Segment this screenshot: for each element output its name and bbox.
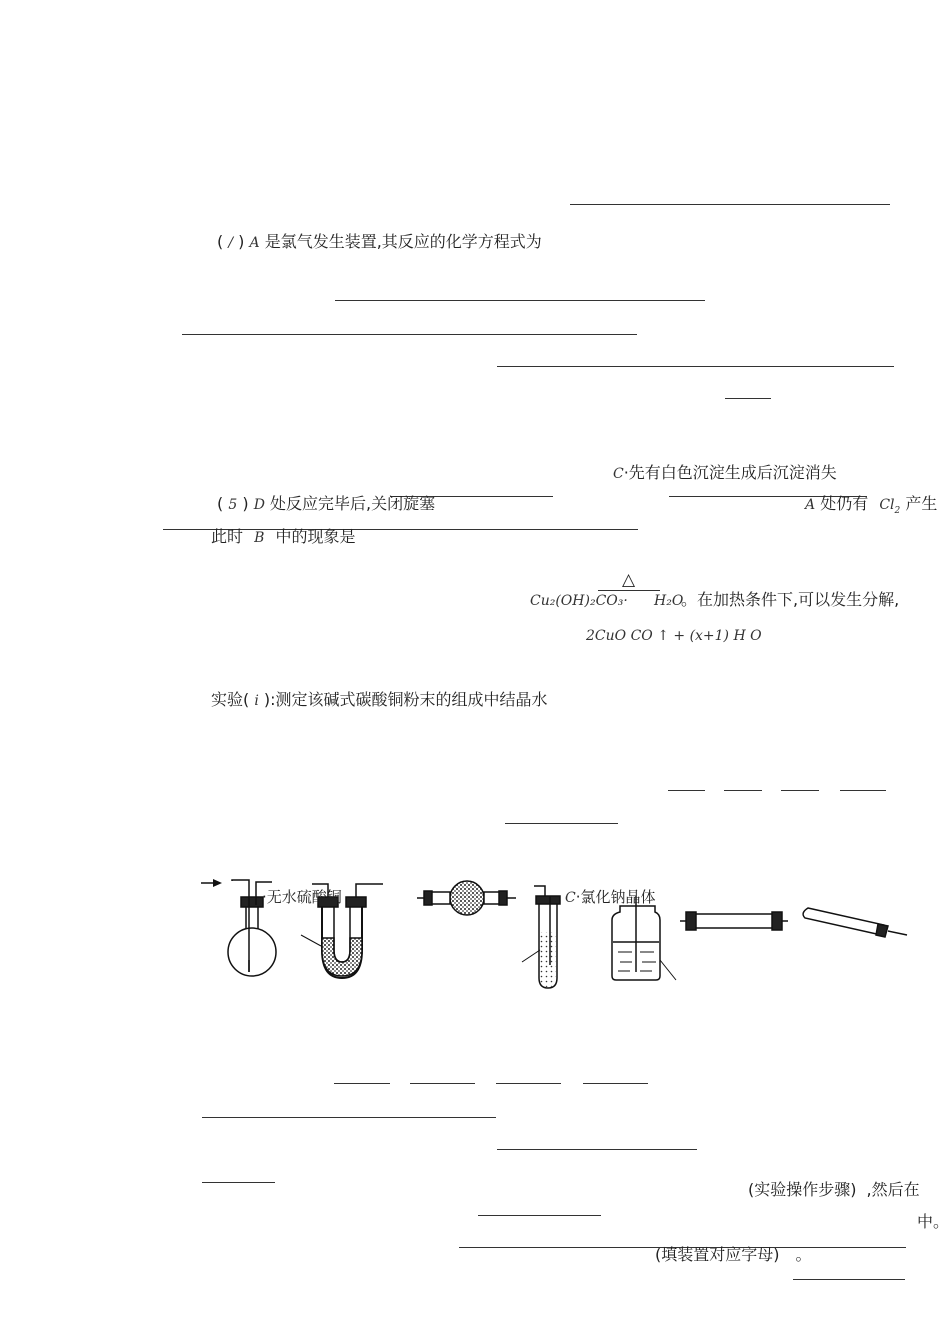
paren-open: ( bbox=[217, 494, 224, 513]
paren-open: ( bbox=[217, 232, 224, 251]
device-letter: B bbox=[254, 530, 265, 546]
heat-symbol: △ bbox=[622, 570, 636, 590]
question-text: 此时 bbox=[211, 527, 244, 546]
label-sodium-chloride bbox=[565, 890, 656, 905]
note-operation-steps bbox=[748, 1182, 920, 1198]
combustion-tube-apparatus bbox=[803, 908, 907, 937]
test-tube-apparatus bbox=[522, 886, 560, 988]
paren-close: ) bbox=[242, 494, 249, 513]
question-text: 处反应完毕后,关闭旋塞 bbox=[270, 494, 436, 513]
device-letter: D bbox=[253, 497, 265, 513]
question-text: 中的现象是 bbox=[275, 527, 356, 546]
inlet-arrow-icon bbox=[201, 879, 222, 887]
label-anhydrous-copper-sulfate: ·无水硫酸铜 bbox=[262, 888, 342, 906]
label-text: ·氯化钠晶体 bbox=[575, 888, 656, 906]
experiment-number: i bbox=[254, 693, 259, 709]
question-number: / bbox=[228, 235, 234, 251]
question-number: 5 bbox=[228, 497, 238, 513]
formula-products: 2CuO CO ↑ + (x+1) H O bbox=[586, 628, 762, 644]
note-tail: ,然后在 bbox=[866, 1180, 920, 1199]
label-letter: C bbox=[565, 890, 576, 906]
question-text: 是氯气发生装置,其反应的化学方程式为 bbox=[264, 232, 542, 251]
device-letter: A bbox=[249, 235, 260, 251]
experiment-text: ):测定该碱式碳酸铜粉末的组成中结晶水 bbox=[263, 690, 548, 709]
gas-formula: Cl bbox=[879, 497, 895, 513]
note-fill-letter bbox=[655, 1247, 812, 1263]
note-text: (填装置对应字母) bbox=[655, 1245, 780, 1264]
paren-close: ) bbox=[238, 232, 245, 251]
drying-tube-apparatus bbox=[417, 881, 516, 915]
note-tail: 。 bbox=[795, 1245, 812, 1264]
formula-water: H₂O bbox=[654, 593, 684, 609]
option-letter: C bbox=[613, 466, 624, 482]
question-text-tail: 产生 bbox=[905, 494, 938, 513]
device-letter: A bbox=[805, 497, 816, 513]
wash-bottle-apparatus bbox=[612, 896, 676, 980]
note-in: 中。 bbox=[917, 1212, 950, 1231]
formula-text: 。在加热条件下,可以发生分解, bbox=[681, 590, 900, 609]
experiment-label: 实验( bbox=[211, 690, 250, 709]
option-text: ·先有白色沉淀生成后沉淀消失 bbox=[623, 463, 837, 482]
gas-subscript: 2 bbox=[894, 506, 901, 517]
formula-reactant: Cu₂(OH)₂CO₃· bbox=[530, 593, 628, 609]
note-text: (实验操作步骤) bbox=[748, 1180, 857, 1199]
straight-tube-apparatus bbox=[680, 912, 788, 930]
question-text: 处仍有 bbox=[820, 494, 869, 513]
